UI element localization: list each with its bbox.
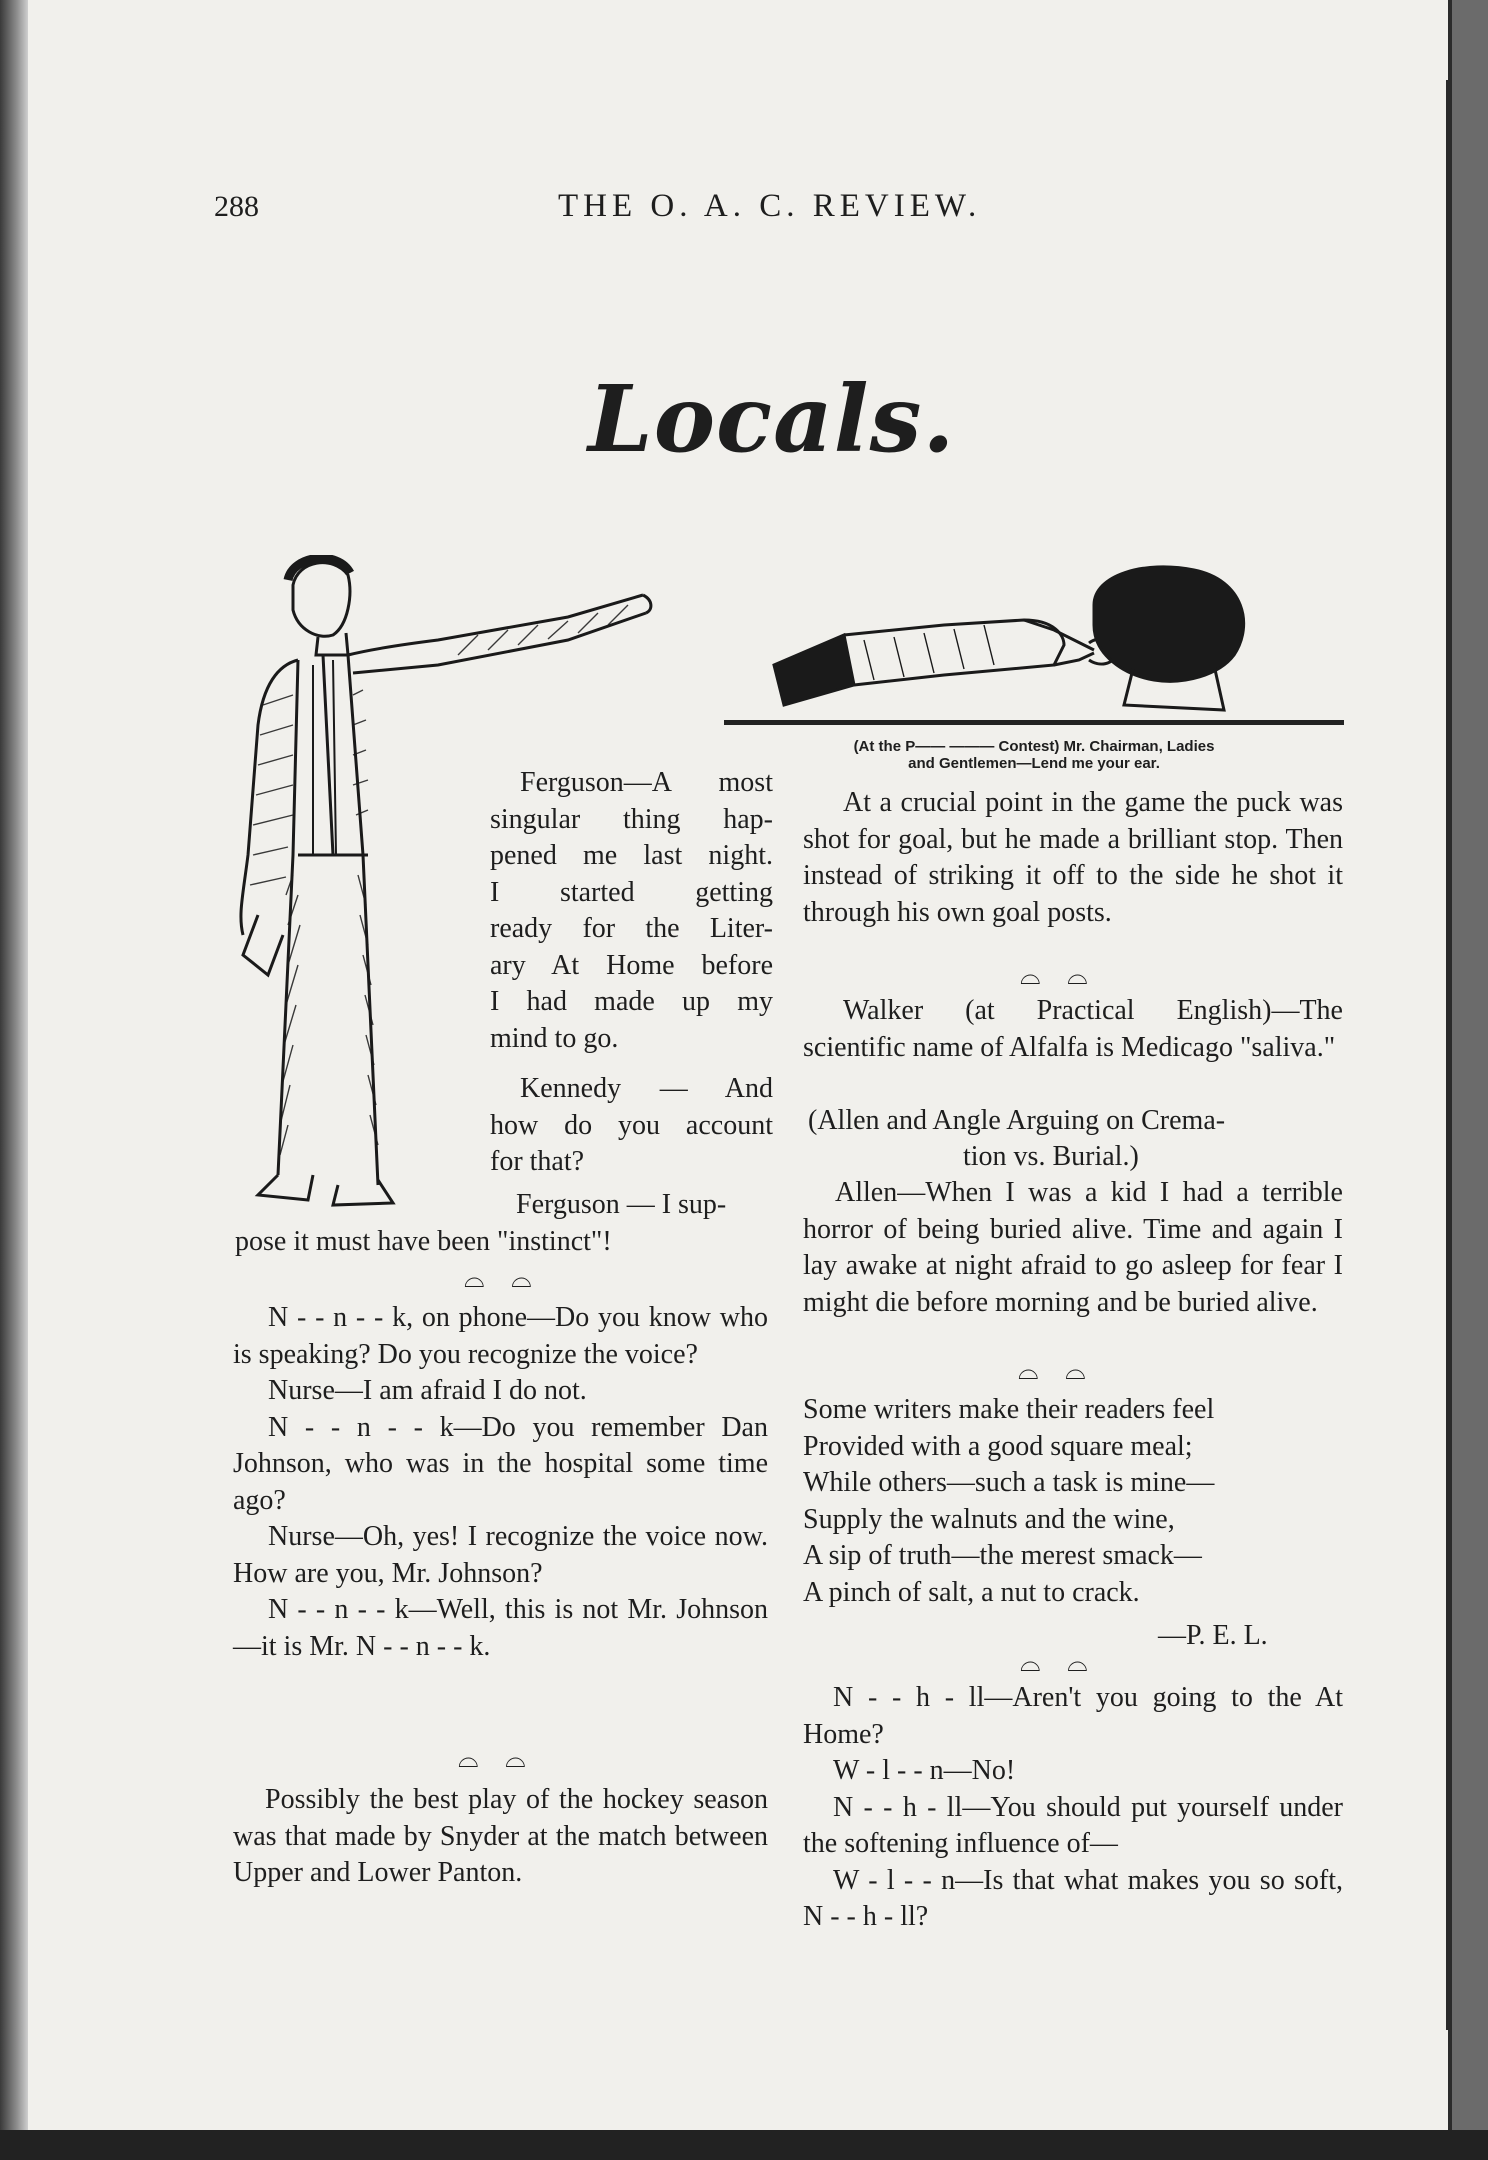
poem-line: Provided with a good square meal; <box>803 1430 1193 1462</box>
poem-line: While others—such a task is mine— <box>803 1467 1215 1498</box>
text-line: mind to go. <box>490 1022 619 1054</box>
ferguson-reply-line-1: Ferguson — I sup- <box>516 1189 727 1220</box>
phone-dialogue <box>233 1300 768 1665</box>
caption-line-2: and Gentlemen—Lend me your ear. <box>908 755 1160 772</box>
poem-line: A pinch of salt, a nut to crack. <box>803 1576 1140 1608</box>
dialogue-line: N - - n - - k—Well, this is not Mr. Johnson—it is Mr. N - - n - - k. <box>233 1594 768 1662</box>
text-line: pened me last night. <box>490 840 773 871</box>
journal-title: THE O. A. C. REVIEW. <box>558 188 982 224</box>
hand-pulling-ear-illustration <box>764 565 1344 715</box>
section-title: Locals. <box>588 365 956 473</box>
nhll-dialogue <box>803 1680 1343 1936</box>
ferguson-paragraph <box>490 765 773 1057</box>
page-number: 288 <box>214 190 259 223</box>
magazine-page <box>28 0 1448 2130</box>
dialogue-line: N - - h - ll—You should put yourself under the softening influence of— <box>803 1791 1343 1859</box>
poem-signature: —P. E. L. <box>1158 1620 1268 1651</box>
scan-margin <box>1452 0 1488 2160</box>
poem-line: A sip of truth—the merest smack— <box>803 1540 1202 1571</box>
kennedy-paragraph <box>490 1071 773 1181</box>
text-line: ready for the Liter- <box>490 913 773 944</box>
illustration-rule <box>724 720 1344 725</box>
ornament-divider: ⌓ ⌓ <box>1020 1648 1098 1677</box>
ferguson-reply-line-2: pose it must have been "instinct"! <box>235 1226 612 1257</box>
text-line: singular thing hap- <box>490 803 773 835</box>
text-line: Ferguson—A most <box>520 767 773 798</box>
text-line: Kennedy — And <box>520 1073 773 1104</box>
dialogue-line: W - l - - n—No! <box>833 1755 1016 1786</box>
poem-line: Some writers make their readers feel <box>803 1394 1215 1425</box>
ornament-divider: ⌓ ⌓ <box>1018 1356 1096 1385</box>
ornament-divider: ⌓ ⌓ <box>458 1744 536 1773</box>
walker-paragraph: Walker (at Practical English)—The scientific name of Alfalfa is Medicago "saliva." <box>803 995 1343 1063</box>
cremation-heading-2: tion vs. Burial.) <box>963 1141 1139 1172</box>
dialogue-line: Nurse—Oh, yes! I recognize the voice now. How are you, Mr. Johnson? <box>233 1521 768 1589</box>
poem-line: Supply the walnuts and the wine, <box>803 1503 1175 1535</box>
text-line: ary At Home before <box>490 949 773 981</box>
ornament-divider: ⌓ ⌓ <box>464 1264 542 1293</box>
cremation-heading-1: (Allen and Angle Arguing on Crema- <box>808 1105 1226 1136</box>
dialogue-line: N - - n - - k, on phone—Do you know who is speaking? Do you recognize the voice? <box>233 1302 768 1370</box>
puck-paragraph: At a crucial point in the game the puck was shot for goal, but he made a brilliant stop. Then instead of striking it off to the side he shot it through his own goal posts. <box>803 787 1343 928</box>
text-line: I had made up my <box>490 986 773 1017</box>
dialogue-line: N - - n - - k—Do you remember Dan Johnson, who was in the hospital some time ago? <box>233 1411 768 1516</box>
dialogue-line: N - - h - ll—Aren't you going to the At Home? <box>803 1682 1343 1750</box>
poem <box>803 1392 1214 1611</box>
text-line: for that? <box>490 1146 585 1177</box>
hockey-paragraph: Possibly the best play of the hockey season was that made by Snyder at the match between Upper and Lower Panton. <box>233 1784 768 1888</box>
text-line: how do you account <box>490 1109 773 1141</box>
text-line: I started getting <box>490 876 773 908</box>
dialogue-line: Nurse—I am afraid I do not. <box>268 1375 587 1406</box>
ornament-divider: ⌓ ⌓ <box>1020 961 1098 990</box>
binding-gutter <box>0 0 28 2160</box>
caption-line-1: (At the P—— ——— Contest) Mr. Chairman, Ladies <box>853 738 1215 755</box>
dialogue-line: W - l - - n—Is that what makes you so soft, N - - h - ll? <box>803 1864 1343 1932</box>
allen-paragraph: Allen—When I was a kid I had a terrible horror of being buried alive. Time and again I lay awake at night afraid to go asleep for fear I might die before morning and be buried alive. <box>803 1177 1343 1318</box>
illustration-caption <box>724 738 1344 772</box>
scan-bottom-edge <box>0 2130 1488 2160</box>
